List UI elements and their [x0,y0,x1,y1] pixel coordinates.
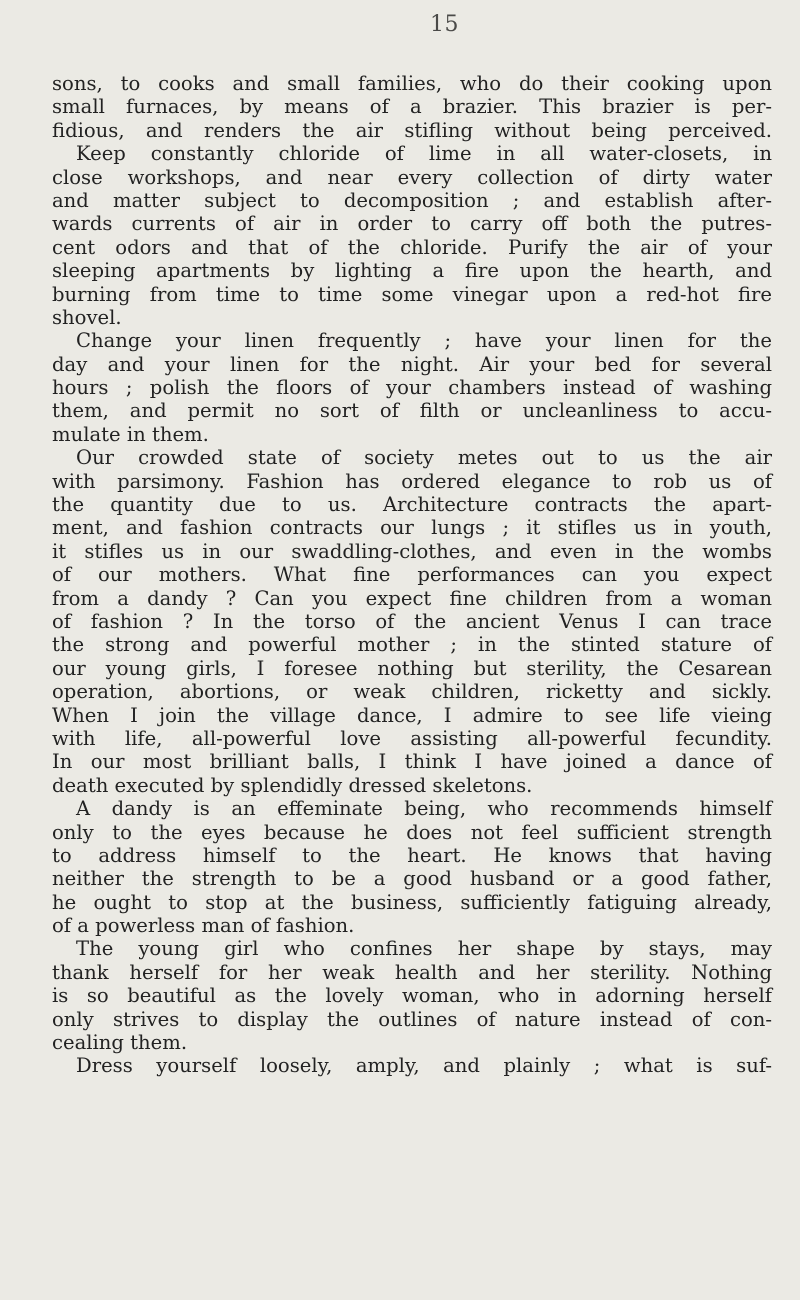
text-line: sleeping apartments by lighting a fire upon the hearth, and [52,259,772,283]
text-line: is so beautiful as the lovely woman, who in adorning herself [52,984,772,1008]
text-line: to address himself to the heart. He knows that having [52,843,772,867]
text-line: of fashion ? In the torso of the ancient Venus I can trace [52,609,772,633]
text-line: with parsimony. Fashion has ordered elegance to rob us of [52,469,772,493]
text-line: cealing them. [52,1031,188,1055]
text-line: death executed by splendidly dressed skeletons. [52,773,533,797]
text-line: he ought to stop at the business, sufficiently fatiguing already, [52,890,772,914]
text-line: Change your linen frequently ; have your linen for the [76,329,772,353]
text-line: When I join the village dance, I admire to see life vieing [52,703,772,727]
text-line: sons, to cooks and small families, who do their cooking upon [52,72,772,95]
text-line: ment, and fashion contracts our lungs ; it stifles us in youth, [52,516,772,540]
text-line: operation, abortions, or weak children, ricketty and sickly. [52,680,772,704]
text-line: and matter subject to decomposition ; and establish after- [52,188,772,212]
text-line: small furnaces, by means of a brazier. This brazier is per- [52,95,772,119]
text-line: A dandy is an effeminate being, who recommends himself [76,797,772,821]
page-number: 15 [430,12,459,37]
text-line: our young girls, I foresee nothing but sterility, the Cesarean [52,656,772,680]
text-line: it stifles us in our swaddling-clothes, and even in the wombs [52,539,772,563]
text-line: only to the eyes because he does not feel sufficient strength [52,820,772,844]
text-line: of a powerless man of fashion. [52,914,355,938]
text-line: neither the strength to be a good husband or a good father, [52,867,772,891]
text-line: mulate in them. [52,422,209,446]
text-line: day and your linen for the night. Air your bed for several [52,352,772,376]
text-line: them, and permit no sort of filth or uncleanliness to accu- [52,399,772,423]
text-line: from a dandy ? Can you expect fine children from a woman [52,586,772,610]
text-line: shovel. [52,305,122,329]
text-line: the quantity due to us. Architecture contracts the apart- [52,493,772,517]
text-line: Keep constantly chloride of lime in all water-closets, in [76,142,772,166]
text-line: cent odors and that of the chloride. Purify the air of your [52,235,772,259]
text-line: close workshops, and near every collection of dirty water [52,165,772,189]
text-line: Dress yourself loosely, amply, and plainly ; what is suf- [76,1054,772,1078]
text-line: of our mothers. What fine performances can you expect [52,563,772,587]
page-text [52,72,772,1078]
text-line: Our crowded state of society metes out to us the air [76,446,772,470]
text-line: The young girl who confines her shape by stays, may [76,937,772,961]
text-line: the strong and powerful mother ; in the stinted stature of [52,633,772,657]
text-line: wards currents of air in order to carry off both the putres- [52,212,772,236]
text-line: with life, all-powerful love assisting all-powerful fecundity. [52,726,772,750]
text-line: only strives to display the outlines of nature instead of con- [52,1007,772,1031]
text-line: fidious, and renders the air stifling without being perceived. [52,118,772,142]
text-line: burning from time to time some vinegar upon a red-hot fire [52,282,772,306]
text-line: In our most brilliant balls, I think I have joined a dance of [52,750,772,774]
text-line: hours ; polish the floors of your chambers instead of washing [52,376,772,400]
text-line: thank herself for her weak health and her sterility. Nothing [52,960,772,984]
